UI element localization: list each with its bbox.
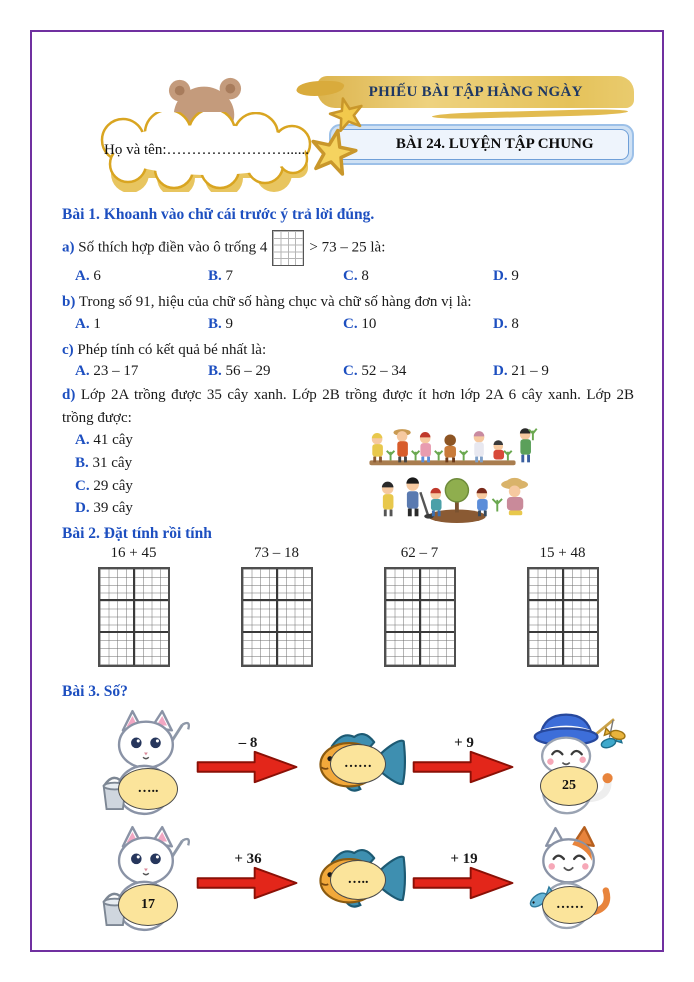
question-a-text: Số thích hợp điền vào ô trống 4: [78, 239, 268, 256]
answer-oval-end-1[interactable]: 25: [540, 766, 598, 806]
operation-2-2: [410, 851, 518, 907]
work-grid-4[interactable]: [527, 567, 599, 667]
option-a-C[interactable]: C. 8: [343, 268, 369, 284]
bai3-heading: Bài 3. Số?: [62, 683, 128, 700]
question-a: [62, 230, 634, 266]
bai3-chain-row-1: [96, 707, 634, 819]
option-b-C[interactable]: C. 10: [343, 315, 377, 332]
operation-label: + 36: [234, 851, 262, 867]
option-c-B[interactable]: B. 56 – 29: [208, 363, 271, 379]
work-grid-1[interactable]: [98, 567, 170, 667]
option-a-D[interactable]: D. 9: [493, 268, 519, 284]
lesson-title-box: [329, 124, 634, 165]
cat-hat-figure: [520, 708, 626, 818]
student-name-block: [88, 74, 317, 192]
title-block: [317, 74, 634, 165]
question-c: [62, 339, 634, 362]
fish-figure: [304, 840, 408, 918]
operation-1-1: [194, 735, 302, 791]
question-c-label: c): [62, 341, 74, 358]
question-d-answer-area: [62, 429, 634, 523]
lesson-title: BÀI 24. LUYỆN TẬP CHUNG: [334, 129, 629, 160]
option-b-D[interactable]: D. 8: [493, 315, 519, 332]
option-c-D[interactable]: D. 21 – 9: [493, 363, 549, 379]
question-c-options: [62, 363, 634, 380]
cat-fishing-figure: [96, 708, 192, 818]
option-d-C[interactable]: C. 29 cây: [75, 477, 133, 494]
answer-oval-end-2[interactable]: ……: [542, 886, 598, 924]
bai3-chain-row-2: [96, 823, 634, 935]
bai2-problems: [62, 545, 634, 562]
operation-2-1: [194, 851, 302, 907]
option-c-A[interactable]: A. 23 – 17: [75, 363, 139, 379]
bai1-heading: Bài 1. Khoanh vào chữ cái trước ý trả lời đúng.: [62, 206, 375, 223]
question-d-label: d): [62, 387, 76, 403]
option-a-A[interactable]: A. 6: [75, 268, 101, 284]
children-planting-illustrations: [275, 421, 634, 523]
problem-1: 16 + 45: [110, 545, 157, 561]
operation-label: – 8: [238, 735, 258, 751]
work-grid-2[interactable]: [241, 567, 313, 667]
problem-2: 73 – 18: [254, 545, 299, 561]
work-grid-3[interactable]: [384, 567, 456, 667]
name-cloud-bubble: [88, 112, 330, 192]
option-b-B[interactable]: B. 9: [208, 315, 234, 332]
option-a-B[interactable]: B. 7: [208, 268, 234, 284]
answer-oval-mid-1[interactable]: ……: [330, 744, 386, 784]
red-arrow-icon: [410, 864, 518, 902]
question-b-text: Trong số 91, hiệu của chữ số hàng chục và chữ số hàng đơn vị là:: [78, 294, 472, 310]
children-planting-illustration-1: [360, 421, 550, 471]
calico-cat-figure: [520, 824, 618, 934]
operation-label: + 19: [450, 851, 478, 867]
option-b-A[interactable]: A. 1: [75, 315, 101, 332]
option-c-C[interactable]: C. 52 – 34: [343, 363, 407, 379]
question-d-options: [62, 429, 275, 523]
option-d-B[interactable]: B. 31 cây: [75, 454, 133, 471]
answer-oval-mid-2[interactable]: …..: [330, 860, 386, 900]
stars-icon: [307, 95, 379, 179]
red-arrow-icon: [194, 864, 302, 902]
bai2-work-grids: [62, 567, 634, 667]
question-b-label: b): [62, 294, 76, 310]
option-d-D[interactable]: D. 39 cây: [75, 500, 133, 517]
worksheet-header: [62, 74, 634, 192]
question-a-label: a): [62, 239, 75, 256]
answer-oval-start-1[interactable]: …..: [118, 768, 178, 810]
worksheet-content: [30, 30, 664, 952]
answer-oval-start-2[interactable]: 17: [118, 884, 178, 926]
bai2-heading: Bài 2. Đặt tính rồi tính: [62, 525, 212, 542]
sheet-title: PHIẾU BÀI TẬP HÀNG NGÀY: [368, 83, 583, 100]
problem-3: 62 – 7: [400, 545, 439, 561]
red-arrow-icon: [410, 748, 518, 786]
fish-figure: [304, 724, 408, 802]
question-d-text: Lớp 2A trồng được 35 cây xanh. Lớp 2B trồng được ít hơn lớp 2A 6 cây xanh. Lớp 2B trồng được:: [62, 387, 634, 426]
answer-blank-box[interactable]: [272, 230, 304, 266]
question-b-options: [62, 316, 634, 333]
option-d-A[interactable]: A. 41 cây: [75, 432, 133, 448]
cat-fishing-figure: [96, 824, 192, 934]
red-arrow-icon: [194, 748, 302, 786]
question-a-text-after: > 73 – 25 là:: [309, 239, 386, 256]
question-c-text: Phép tính có kết quả bé nhất là:: [77, 341, 267, 358]
problem-4: 15 + 48: [539, 545, 586, 561]
children-planting-illustration-2: [367, 473, 542, 523]
operation-label: + 9: [454, 735, 474, 751]
question-a-options: [62, 268, 634, 285]
student-name-field[interactable]: Họ và tên:……………………......: [104, 142, 309, 158]
operation-1-2: [410, 735, 518, 791]
question-b: [62, 291, 634, 314]
